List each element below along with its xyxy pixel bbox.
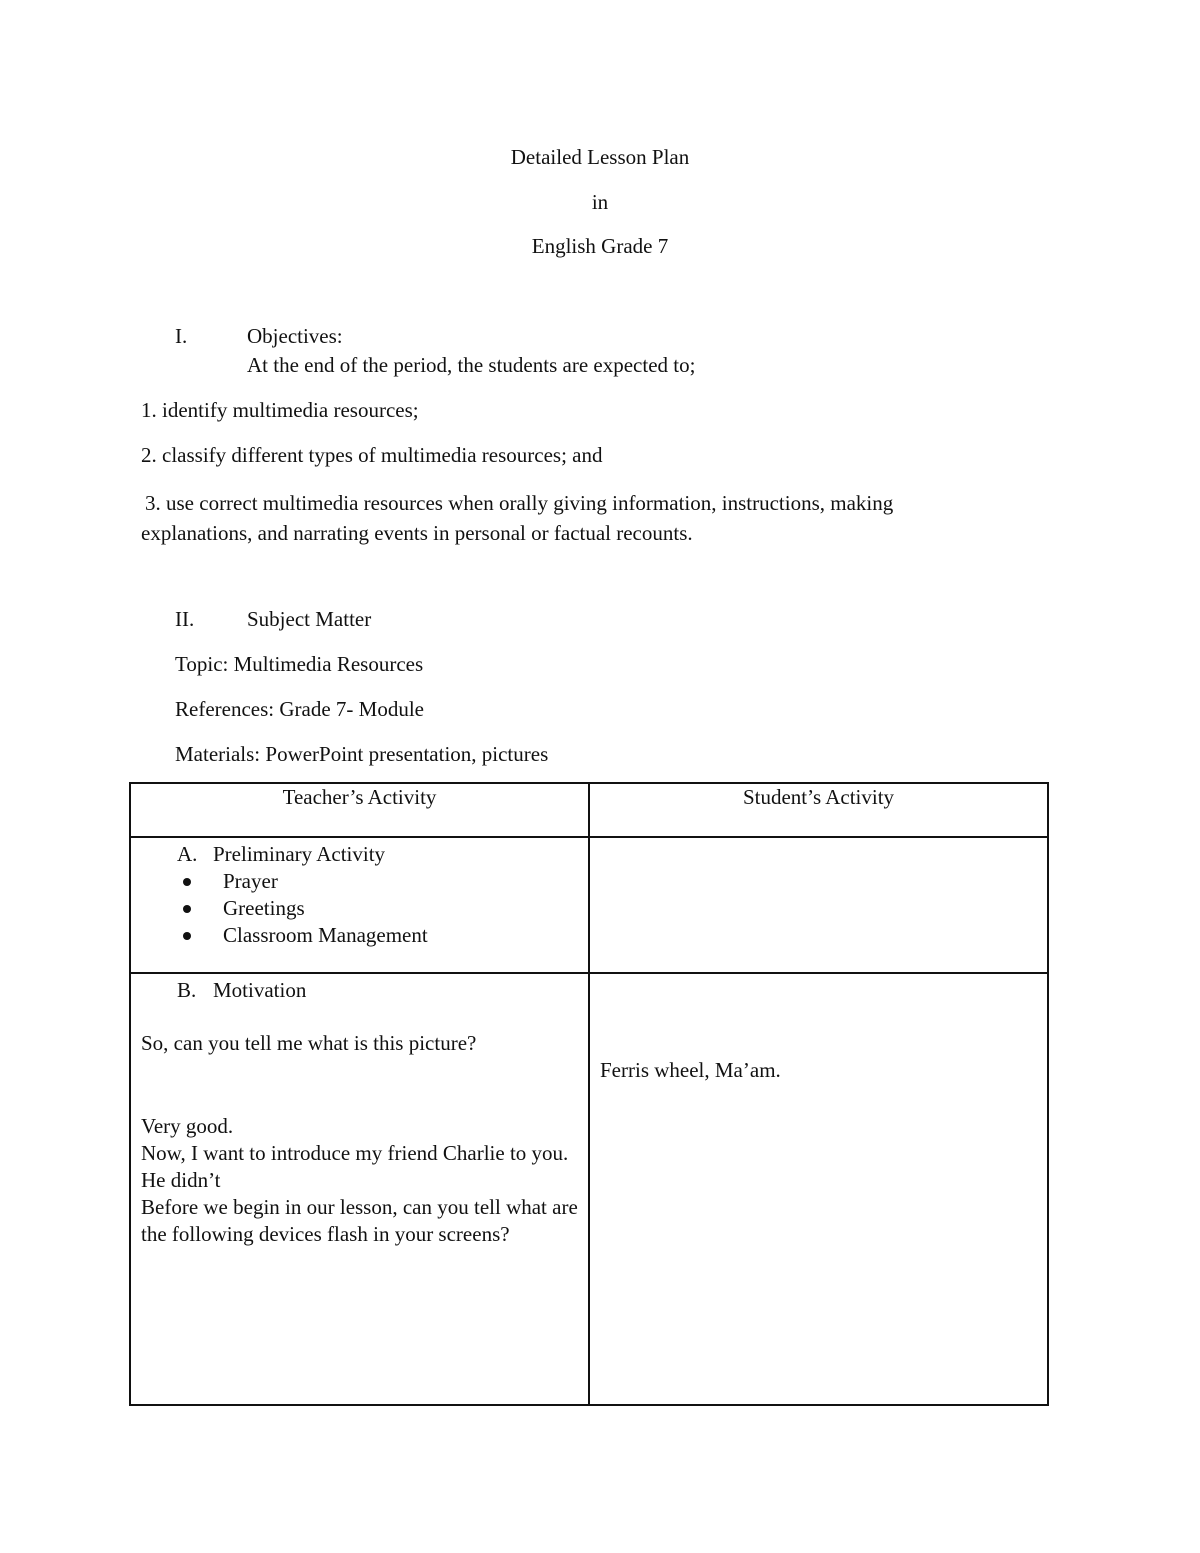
objectives-heading: Objectives:	[247, 324, 343, 348]
list-item: Prayer	[177, 868, 578, 895]
references-line: References: Grade 7- Module	[175, 697, 424, 721]
section-title: Motivation	[213, 978, 307, 1002]
teacher-cell-preliminary	[130, 837, 589, 973]
section-heading	[141, 841, 578, 868]
doc-title-in: in	[591, 190, 609, 214]
doc-title: Detailed Lesson Plan	[510, 145, 690, 169]
objectives-intro: At the end of the period, the students are expected to;	[247, 353, 696, 377]
table-row	[130, 973, 1048, 1405]
student-answer: Ferris wheel, Ma’am.	[600, 1058, 781, 1082]
student-cell-motivation	[589, 973, 1048, 1405]
doc-subtitle: English Grade 7	[531, 234, 669, 258]
table-header-row	[130, 783, 1048, 837]
activity-table	[129, 782, 1049, 1406]
section-title: Preliminary Activity	[213, 842, 386, 866]
teacher-cell-motivation	[130, 973, 589, 1405]
subject-matter-heading: Subject Matter	[247, 607, 372, 631]
materials-line: Materials: PowerPoint presentation, pictures	[175, 742, 549, 766]
section-heading	[141, 977, 578, 1004]
topic-line: Topic: Multimedia Resources	[175, 652, 424, 676]
teacher-devices-question: Before we begin in our lesson, can you tell what are the following devices flash in your screens?	[141, 1195, 578, 1246]
teacher-question: So, can you tell me what is this picture?	[141, 1031, 477, 1055]
list-item: Classroom Management	[177, 922, 578, 949]
student-activity-header: Student’s Activity	[589, 783, 1048, 837]
teacher-introduction: Now, I want to introduce my friend Charlie to you. He didn’t	[141, 1141, 569, 1192]
teacher-praise: Very good.	[141, 1114, 234, 1138]
subject-matter-numeral: II.	[175, 607, 195, 631]
objective-item-1: 1. identify multimedia resources;	[141, 398, 419, 422]
teacher-activity-header: Teacher’s Activity	[130, 783, 589, 837]
objectives-numeral: I.	[175, 324, 188, 348]
list-item: Greetings	[177, 895, 578, 922]
objective-item-2: 2. classify different types of multimedia resources; and	[141, 443, 603, 467]
section-label: B.	[177, 978, 197, 1002]
preliminary-list	[141, 868, 578, 949]
objective-item-3: 3. use correct multimedia resources when orally giving information, instructions, making explanations, and narrating events in personal or factual recounts.	[141, 491, 894, 545]
section-label: A.	[177, 842, 198, 866]
table-row	[130, 837, 1048, 973]
student-cell-preliminary	[589, 837, 1048, 973]
